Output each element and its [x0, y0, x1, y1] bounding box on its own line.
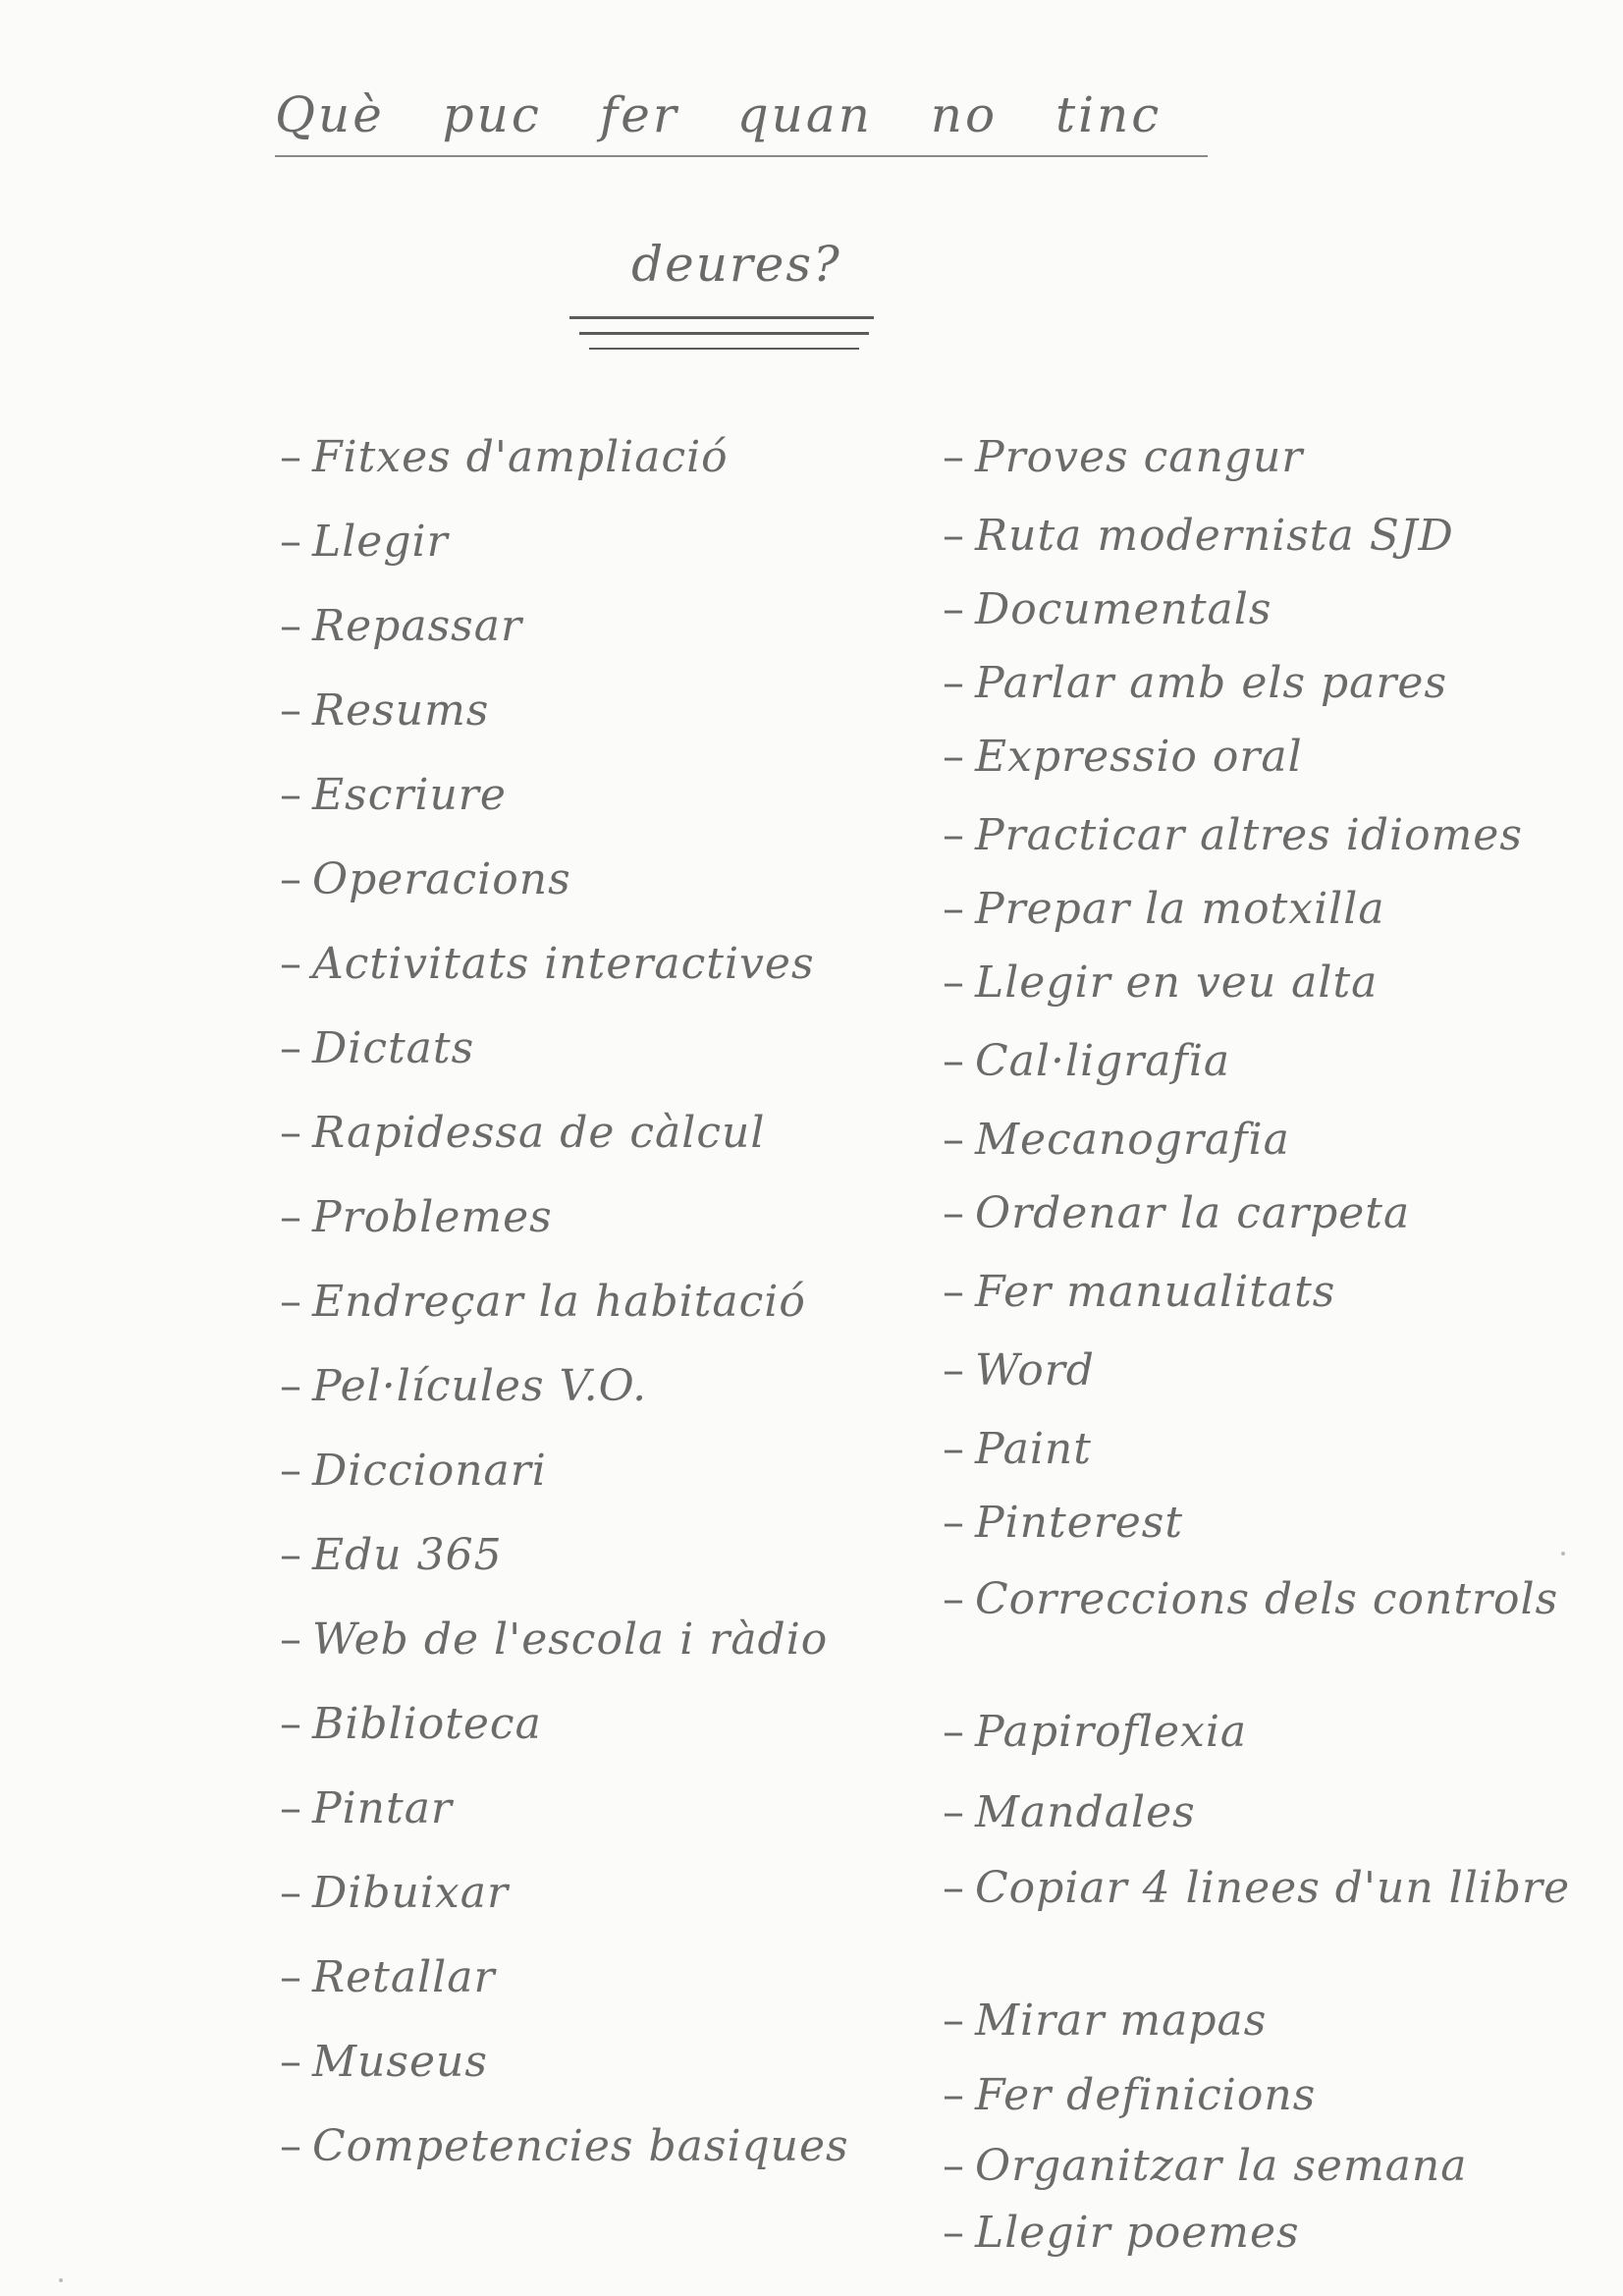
list-item: – Escriure [280, 770, 507, 820]
subtitle-underline [579, 332, 869, 335]
list-item: – Prepar la motxilla [943, 884, 1385, 934]
list-item: – Biblioteca [280, 1699, 542, 1749]
list-item: – Mandales [943, 1787, 1196, 1837]
list-item: – Mecanografia [943, 1115, 1290, 1165]
list-item: – Rapidessa de càlcul [280, 1108, 766, 1158]
list-item: – Fer definicions [943, 2070, 1317, 2120]
list-item: – Web de l'escola i ràdio [280, 1614, 829, 1665]
list-item: – Fer manualitats [943, 1267, 1336, 1317]
list-item: – Edu 365 [280, 1530, 503, 1580]
list-item: – Paint [943, 1424, 1092, 1474]
list-item: – Repassar [280, 601, 522, 651]
list-item: – Endreçar la habitació [280, 1277, 806, 1327]
page-title: Què puc fer quan no tinc [275, 86, 1208, 157]
list-item: – Ordenar la carpeta [943, 1188, 1411, 1238]
list-item: – Parlar amb els pares [943, 658, 1448, 708]
list-item: – Competencies basiques [280, 2121, 849, 2171]
list-item: – Documentals [943, 584, 1272, 634]
page-subtitle: deures? [631, 236, 841, 293]
list-item: – Pintar [280, 1783, 453, 1833]
list-item: – Mirar mapas [943, 1995, 1268, 2046]
list-item: – Copiar 4 linees d'un llibre [943, 1863, 1571, 1913]
list-item: – Pel·lícules V.O. [280, 1361, 648, 1411]
list-item: – Llegir poemes [943, 2208, 1300, 2258]
list-item: – Resums [280, 685, 490, 736]
list-item: – Word [943, 1345, 1095, 1395]
subtitle-underline [589, 348, 859, 350]
list-item: – Organitzar la semana [943, 2141, 1468, 2191]
list-item: – Papiroflexia [943, 1707, 1248, 1757]
list-item: – Retallar [280, 1952, 496, 2002]
list-item: – Expressio oral [943, 732, 1303, 782]
list-item: – Llegir [280, 517, 449, 567]
list-item: – Ruta modernista SJD [943, 511, 1454, 561]
list-item: – Activitats interactives [280, 939, 815, 989]
list-item: – Dictats [280, 1023, 475, 1073]
list-item: – Proves cangur [943, 432, 1304, 482]
list-item: – Pinterest [943, 1498, 1184, 1548]
paper-speck [59, 2278, 63, 2282]
paper-speck [1561, 1552, 1565, 1556]
list-item: – Operacions [280, 854, 571, 904]
list-item: – Llegir en veu alta [943, 957, 1379, 1008]
list-item: – Fitxes d'ampliació [280, 432, 729, 482]
list-item: – Museus [280, 2037, 488, 2087]
list-item: – Cal·ligrafia [943, 1036, 1231, 1086]
list-item: – Dibuixar [280, 1868, 510, 1918]
list-item: – Practicar altres idiomes [943, 810, 1523, 860]
list-item: – Diccionari [280, 1446, 547, 1496]
list-item: – Problemes [280, 1192, 553, 1242]
list-item: – Correccions dels controls [943, 1574, 1559, 1624]
subtitle-underline [569, 316, 874, 319]
